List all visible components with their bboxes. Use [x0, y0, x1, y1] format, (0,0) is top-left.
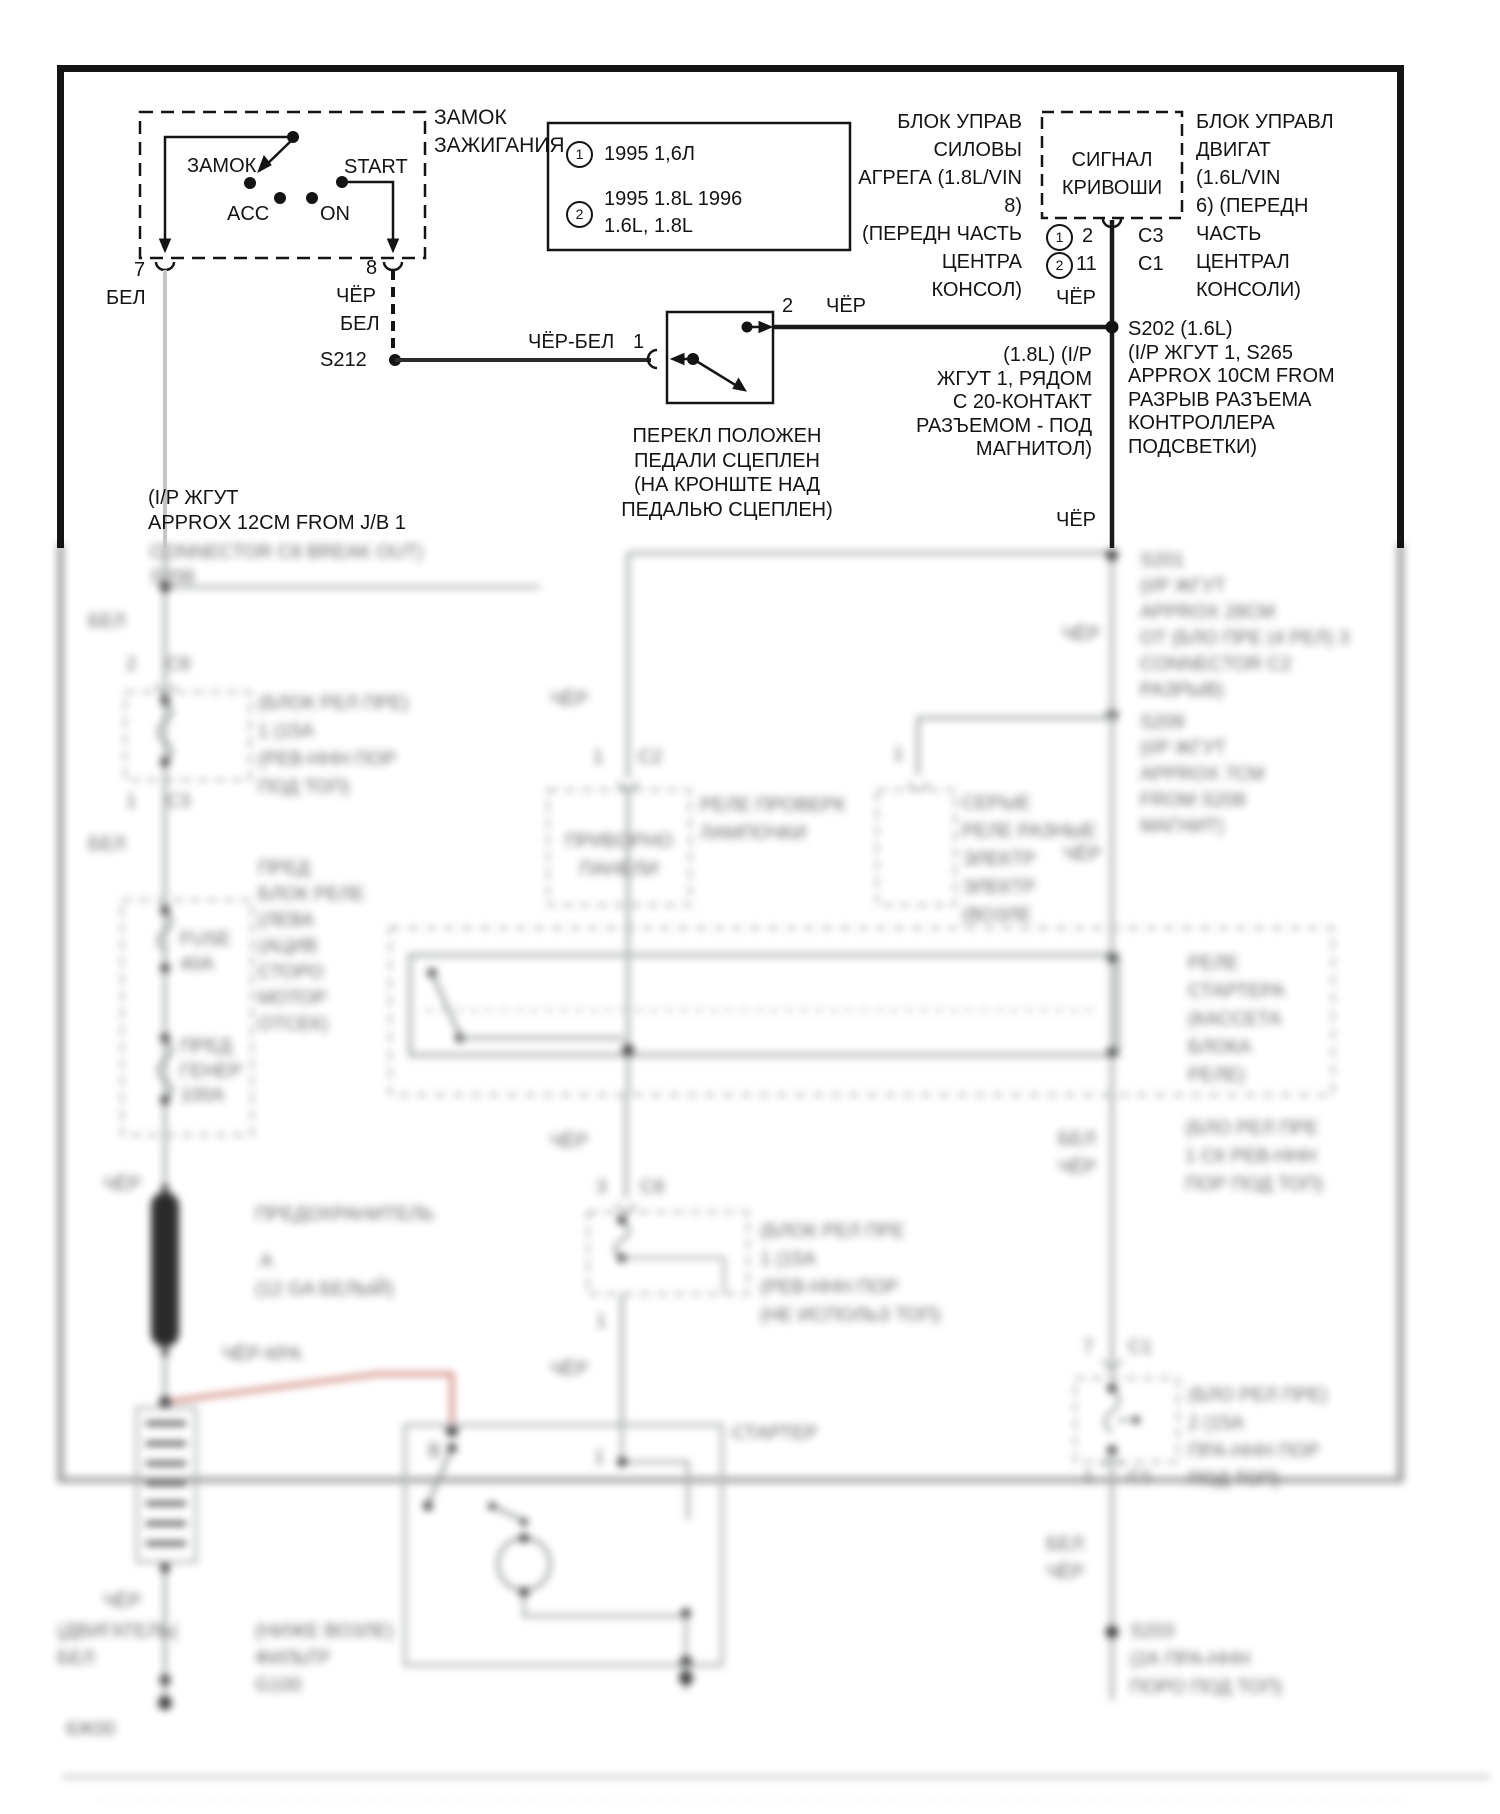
starter-relay-label: РЕЛЕ СТАРТЕРА (КАССЕТА БЛОКА РЕЛЕ) — [1188, 953, 1285, 1086]
fusible-link-label: (12 GA БЕЛЫЙ) — [255, 1279, 394, 1300]
position-start-label: START — [344, 156, 408, 178]
wire-label-cher: ЧЁР — [1056, 287, 1097, 309]
wire-label: ЧЁР — [1046, 1562, 1085, 1583]
engine-note: (ДВИГАТЕЛЬ( БЕЛ — [57, 1621, 179, 1669]
wire-label: БЕЛ — [1058, 1129, 1096, 1150]
wire-label: ЧЁР — [1063, 844, 1102, 865]
grey-relay-label: СЕРЫЕ РЕЛЕ РАЗНЫЕ ЭЛЕКТР ЭЛЕКТР (ВОЗЛЕ — [962, 793, 1097, 926]
fuse-note: (БЛОК РЕЛ ПРЕ 1 (15А (РЕВ-ННН ПОР (НЕ ИСПОЛЬЗ ТОП) — [760, 1221, 941, 1326]
clutch-pin1-label: 1 — [633, 331, 645, 353]
pin8-label: 8 — [366, 257, 378, 279]
wire-label-cher: ЧЁР — [336, 285, 377, 307]
pin-label: 3 — [596, 1177, 607, 1198]
ignition-switch-contacts — [160, 132, 399, 253]
crank-row1-number: 1 — [1046, 224, 1073, 251]
position-on-label: ON — [320, 203, 350, 225]
ignition-title: ЗАМОК ЗАЖИГАНИЯ — [434, 106, 565, 157]
ip-harness-note: (I/P ЖГУТ APPROX 12CM FROM J/B 1 — [148, 487, 406, 534]
splice-s202-note: S202 (1.6L) (I/P ЖГУТ 1, S265 APPROX 10CM FROM РАЗРЫВ РАЗЪЕМА КОНТРОЛЛЕРА ПОДСВЕТКИ) — [1128, 318, 1335, 458]
wire-label-bel: БЕЛ — [340, 313, 380, 335]
crank-row2-pin: 11 — [1076, 253, 1097, 275]
connector-arc — [384, 262, 402, 270]
wire-label: ЧЁР — [1058, 1157, 1097, 1178]
legend-item1-number: 1 — [566, 141, 593, 168]
splice-note-s201: S201 (I/P ЖГУТ APPROX 28СМ ОТ (БЛО ПРЕ (4 РЕЛ) 3 CONNECTOR C2 РАЗРЫВ) — [1140, 550, 1350, 701]
clutch-switch-contacts — [671, 322, 772, 392]
pin-label: 1 — [594, 1447, 605, 1468]
wire-label-cher: ЧЁР — [826, 295, 867, 317]
pin-label: 2 — [126, 654, 137, 675]
pin-label: 1 — [126, 791, 137, 812]
pin-label: В — [428, 1441, 441, 1462]
legend-item1-label: 1995 1,6Л — [604, 143, 695, 165]
wire-label: БЕЛ — [88, 611, 126, 632]
crank-row1-pin: 2 — [1082, 225, 1094, 247]
splice-s202-dot — [1106, 321, 1119, 334]
wire-label: ЧЁР-КРА — [222, 1344, 302, 1365]
connector-arc — [156, 262, 174, 270]
fusible-link-label: ПРЕДОХРАНИТЕЛЬ — [255, 1204, 435, 1225]
wire-label-cher-bel: ЧЁР-БЕЛ — [528, 331, 615, 353]
wire-label: ЧЁР — [550, 689, 589, 710]
ecm-label: БЛОК УПРАВЛ ДВИГАТ (1.6L/VIN 6) (ПЕРЕДН ЧАСТЬ ЦЕНТРАЛ КОНСОЛИ) — [1196, 111, 1334, 301]
position-lock-label: ЗАМОК — [187, 155, 257, 177]
pin-label: 1 — [1083, 1467, 1094, 1488]
connector-label: C8 — [166, 654, 191, 675]
clutch-switch-caption: ПЕРЕКЛ ПОЛОЖЕН ПЕДАЛИ СЦЕПЛЕН (НА КРОНШТЕ НАД ПЕДАЛЬЮ СЦЕПЛЕН) — [621, 425, 833, 521]
clutch-pin2-label: 2 — [782, 295, 794, 317]
legend-item2-number: 2 — [566, 201, 593, 228]
position-acc-label: ACC — [227, 203, 270, 225]
fuse-label: ПРЕД ГЕНЕР 100А — [180, 1036, 243, 1106]
fuse-note: (БЛО РЕЛ ПРЕ 1 СК РЕВ-ННН ПОР ПОД ТОП) — [1185, 1118, 1324, 1195]
crank-signal-title: СИГНАЛ КРИВОШИ — [1061, 149, 1163, 199]
splice-note-s203: S203 (2А ПРА-ННН ПОРО ПОД ТОП) — [1130, 1621, 1283, 1698]
connector-label: C3 — [166, 791, 191, 812]
instrument-panel-label: ПРИБОРНО ПАНЕЛИ — [564, 831, 674, 880]
legend-item2-label: 1995 1.8L 1996 1.6L, 1.8L — [604, 188, 743, 237]
crank-row2-connector: C1 — [1138, 253, 1164, 275]
ignition-switch-box — [140, 112, 425, 258]
fuse-block-note: ПРЕД БЛОК РЕЛЕ (ЛЕВА (АЦИВ СТОРО МОТОР ОТСЕК) — [258, 858, 365, 1035]
pcm-label: БЛОК УПРАВ СИЛОВЫ АГРЕГА (1.8L/VIN 8) (ПЕРЕДН ЧАСТЬ ЦЕНТРА КОНСОЛ) — [858, 111, 1022, 301]
note-1-8l: (1.8L) (I/P ЖГУТ 1, РЯДОМ С 20-КОНТАКТ РАЗЪЕМОМ - ПОД МАГНИТОЛ) — [915, 344, 1092, 460]
wire-label: ЧЁР — [550, 1131, 589, 1152]
pin-label: 1 — [596, 1311, 607, 1332]
wire-label-cher: ЧЁР — [1056, 509, 1097, 531]
wire-label-bel: БЕЛ — [106, 287, 146, 309]
fuse-note: (БЛОК РЕЛ ПРЕ) 1 (15А (РЕВ-ННН ПОР ПОД ТОП) — [258, 693, 409, 798]
pin-label: 7 — [1083, 1337, 1094, 1358]
starter-label: СТАРТЕР — [732, 1423, 818, 1444]
wire-label: БЕЛ — [1046, 1534, 1084, 1555]
connector-label: C2 — [638, 747, 663, 768]
pin-label: 1 — [893, 744, 904, 765]
splice-note-s209: S209 (I/P ЖГУТ APPROX 7СМ FROM S208 МАГНИТ) — [1140, 712, 1265, 837]
fusible-link-label: A — [260, 1251, 273, 1272]
check-relay-label: РЕЛЕ ПРОВЕРК ЛАМПОЧКИ — [700, 795, 846, 844]
wire-label: БЕЛ — [88, 834, 126, 855]
fuse-label: FUSE 40А — [180, 929, 231, 975]
corner-code: 6Ж00 — [66, 1719, 116, 1740]
connector-label: C1 — [1128, 1337, 1153, 1358]
fuse-note: (БЛО РЕЛ ПРЕ) 2 (15А ПРА-ННН ПОР ПОД ТОП) — [1188, 1385, 1328, 1490]
wire-label: ЧЁР — [550, 1359, 589, 1380]
wire-label: ЧЁР — [1062, 624, 1101, 645]
filter-note: (НИЖЕ ВОЗЛЕ) ФИЛЬТР G100 — [255, 1621, 394, 1696]
connector-label: C8 — [640, 1177, 665, 1198]
connector-label: C1 — [1128, 1467, 1153, 1488]
ip-note-continued: CONNECTOR C8 BREAK OUT) S208 — [150, 542, 424, 588]
pin7-label: 7 — [134, 259, 146, 281]
pin-label: 1 — [593, 747, 604, 768]
splice-s212-label: S212 — [320, 349, 367, 371]
crank-row1-connector: C3 — [1138, 225, 1164, 247]
wire-label: ЧЁР — [103, 1174, 142, 1195]
crank-row2-number: 2 — [1046, 252, 1073, 279]
wire-label: ЧЁР — [103, 1591, 142, 1612]
